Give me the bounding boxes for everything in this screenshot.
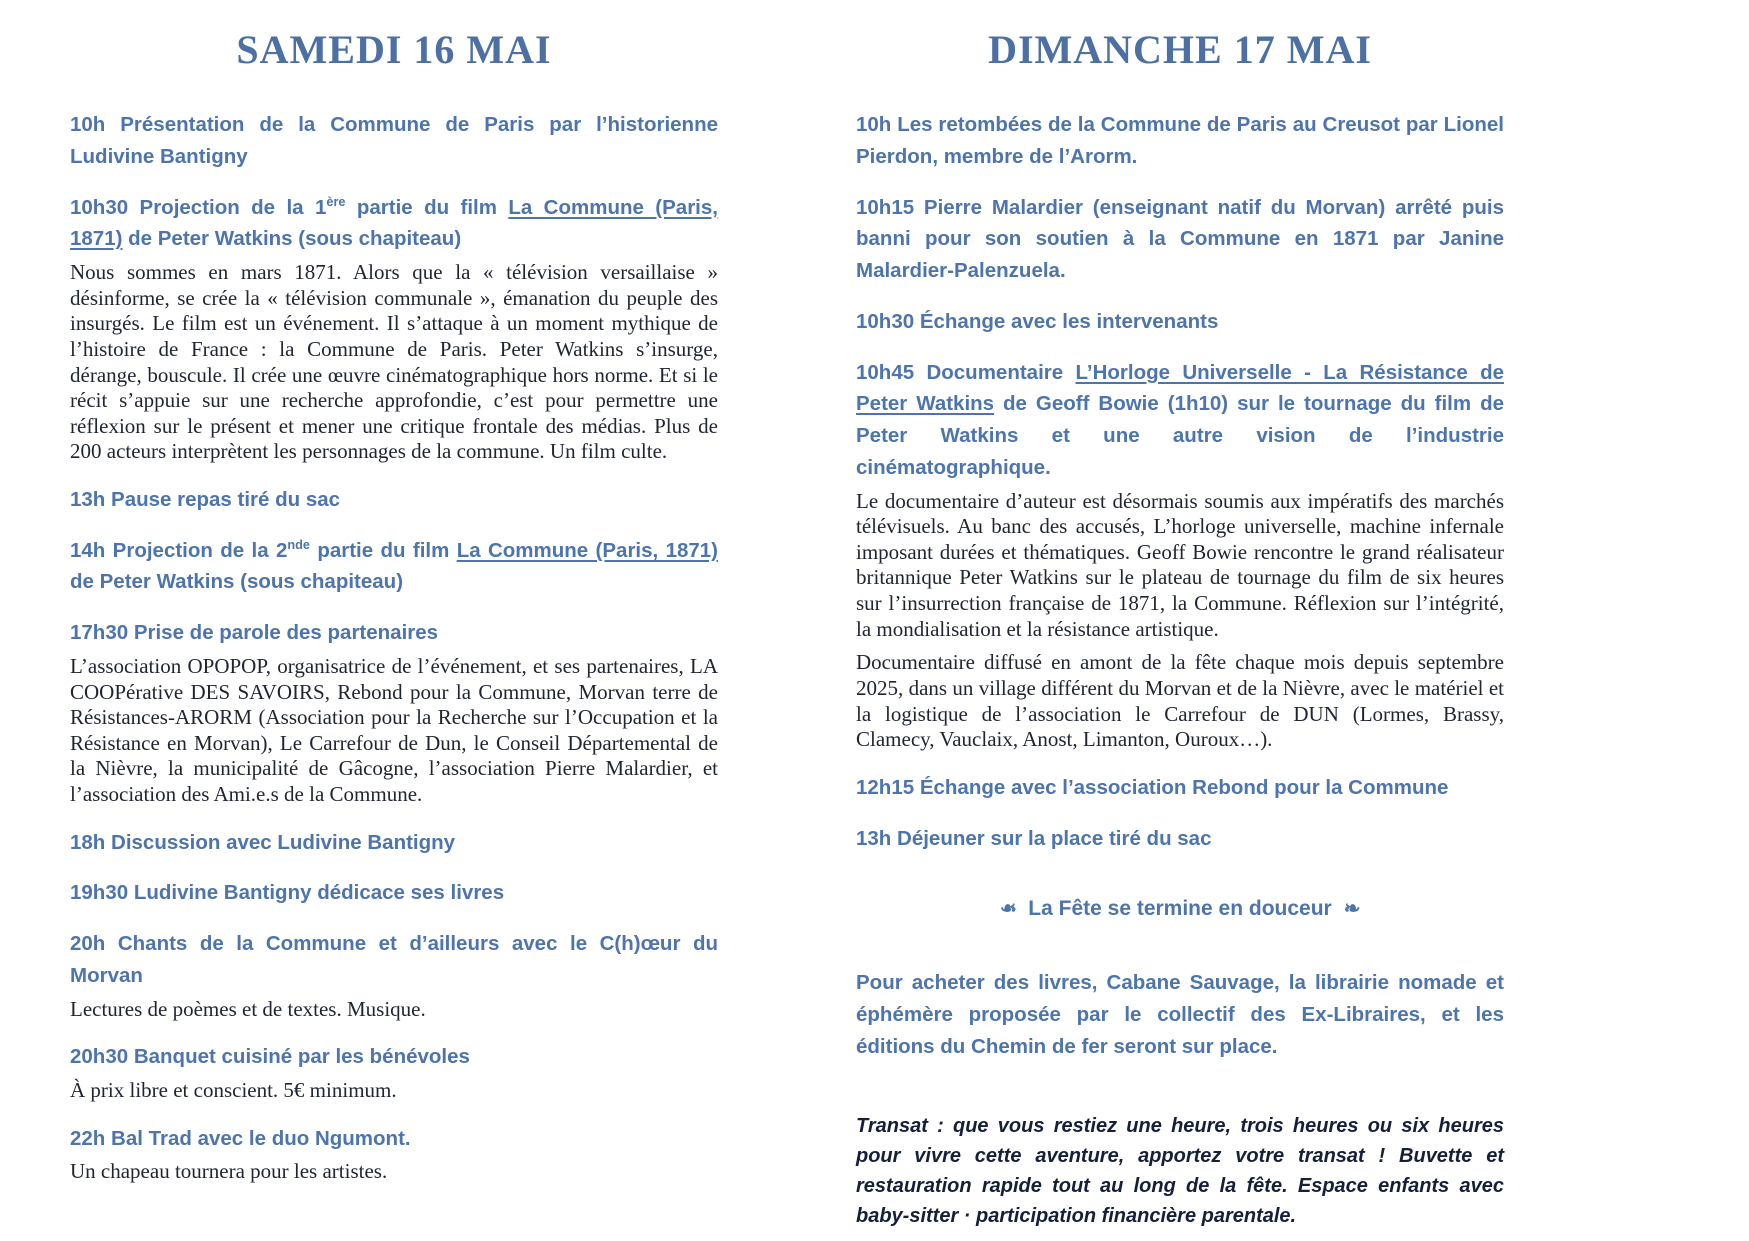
event-item-18h-discussion <box>70 827 718 859</box>
fleuron-icon: ❧ <box>1343 898 1361 921</box>
heading-text: de Peter Watkins (sous chapiteau) <box>122 227 462 251</box>
heading-text: partie du film <box>345 195 509 219</box>
heading-text: partie du film <box>309 538 457 562</box>
event-description: Le documentaire d’auteur est désormais soumis aux impératifs des marchés télévisuels. Au banc des accusés, L’horloge universelle, machine infernale imposant durées et thématiques. Geoff Bowie rencontre le grand réalisateur britannique Peter Watkins sur le plateau de tournage du film de six heures sur l’insurrection française de 1871, la Commune. Réflexion sur l’intégrité, la mondialisation et la résistance artistique. <box>856 488 1504 641</box>
event-heading: 18h Discussion avec Ludivine Bantigny <box>70 830 456 854</box>
sunday-column <box>856 26 1504 1231</box>
event-item-13h-dejeuner <box>856 823 1504 855</box>
event-description: Un chapeau tournera pour les artistes. <box>70 1159 388 1184</box>
event-item-17h30-prise-de-parole <box>70 617 718 807</box>
event-item-14h-projection-part2 <box>70 535 718 599</box>
heading-text: 14h Projection de la 2 <box>70 538 288 562</box>
event-description: L’association OPOPOP, organisatrice de l’événement, et ses partenaires, LA COOPérative DES SAVOIRS, Rebond pour la Commune, Morvan terre de Résistances-ARORM (Association pour la Recherche sur l’Occupation et la Résistance en Morvan), Le Carrefour de Dun, le Conseil Départemental de la Nièvre, la municipalité de Gâcogne, l’association Pierre Malardier, et l’association des Ami.e.s de la Commune. <box>70 654 718 807</box>
event-heading: 10h30 Échange avec les intervenants <box>856 309 1219 333</box>
event-description: Nous sommes en mars 1871. Alors que la « télévision versaillaise » désinforme, se crée la « télévision communale », émanation du peuple des insurgés. Le film est un événement. Il s’attaque à un moment mythique de l’histoire de France : la Commune de Paris. Peter Watkins s’insurge, dérange, bouscule. Il crée une œuvre cinématographique hors norme. Et si le récit s’appuie sur une recherche approfondie, c’est pour permettre une réflexion sur le présent et mener une critique frontale des médias. Plus de 200 acteurs interprètent les personnages de la commune. Un film culte. <box>70 260 718 464</box>
event-heading <box>856 357 1504 484</box>
event-heading: 20h Chants de la Commune et d’ailleurs avec le C(h)œur du Morvan <box>70 932 718 987</box>
closing-line <box>856 896 1504 921</box>
event-heading: 10h Les retombées de la Commune de Paris au Creusot par Lionel Pierdon, membre de l’Arorm. <box>856 113 1504 168</box>
event-heading: 13h Pause repas tiré du sac <box>70 487 341 511</box>
event-item-10h45-documentaire <box>856 357 1504 753</box>
day-title-sunday: DIMANCHE 17 MAI <box>988 27 1372 72</box>
closing-text: La Fête se termine en douceur <box>1028 897 1332 921</box>
heading-text: 10h30 Projection de la 1 <box>70 195 327 219</box>
event-item-13h-pause-repas <box>70 484 718 516</box>
film-title-underlined: La Commune (Paris, 1871) <box>456 538 719 562</box>
event-description: À prix libre et conscient. 5€ minimum. <box>70 1078 397 1103</box>
event-heading: 10h15 Pierre Malardier (enseignant natif du Morvan) arrêté puis banni pour son soutien à la Commune en 1871 par Janine Malardier-Palenzuela. <box>856 195 1504 283</box>
event-item-22h-bal-trad <box>70 1123 718 1185</box>
heading-text: de Geoff Bowie (1h10) sur le tournage du film de Peter Watkins et une autre vision de l’industrie cinématographique. <box>856 392 1504 479</box>
event-heading: 20h30 Banquet cuisiné par les bénévoles <box>70 1045 470 1069</box>
event-description: Documentaire diffusé en amont de la fête chaque mois depuis septembre 2025, dans un village différent du Morvan et de la Nièvre, avec le matériel et la logistique de l’association le Carrefour de DUN (Lormes, Brassy, Clamecy, Vauclaix, Anost, Limanton, Ouroux…). <box>856 650 1504 752</box>
event-heading <box>70 535 718 599</box>
event-item-20h-chants <box>70 928 718 1022</box>
ordinal-superscript: ère <box>326 193 346 209</box>
booksellers-paragraph: Pour acheter des livres, Cabane Sauvage, la librairie nomade et éphémère proposée par le collectif des Ex-Libraires, et les éditions du Chemin de fer seront sur place. <box>856 971 1504 1058</box>
event-item-10h-presentation <box>70 109 718 173</box>
event-heading: 17h30 Prise de parole des partenaires <box>70 621 439 645</box>
ordinal-superscript: nde <box>287 536 310 552</box>
event-item-10h-retombees <box>856 109 1504 173</box>
event-description: Lectures de poèmes et de textes. Musique. <box>70 996 426 1021</box>
event-item-20h30-banquet <box>70 1041 718 1103</box>
event-heading: 12h15 Échange avec l’association Rebond pour la Commune <box>856 775 1449 799</box>
practical-info-paragraph: Transat : que vous restiez une heure, trois heures ou six heures pour vivre cette aventure, apportez votre transat ! Buvette et restauration rapide tout au long de la fête. Espace enfants avec baby-sitter · participation financière parentale. <box>856 1114 1504 1227</box>
event-item-12h15-echange-rebond <box>856 772 1504 804</box>
event-item-19h30-dedicace <box>70 877 718 909</box>
heading-text: de Peter Watkins (sous chapiteau) <box>70 570 404 594</box>
event-item-10h30-echange <box>856 306 1504 338</box>
day-title-saturday: SAMEDI 16 MAI <box>236 27 552 72</box>
film-title-underlined: La Commune (Paris, 1871) <box>70 195 718 251</box>
event-heading: 19h30 Ludivine Bantigny dédicace ses livres <box>70 881 505 905</box>
saturday-column <box>70 26 718 1204</box>
heading-text: 10h45 Documentaire <box>856 360 1076 384</box>
event-item-10h15-pierre-malardier <box>856 192 1504 287</box>
documentary-title-underlined: L’Horloge Universelle - La Résistance de Peter Watkins <box>856 360 1504 416</box>
event-heading: 13h Déjeuner sur la place tiré du sac <box>856 826 1212 850</box>
event-heading <box>70 192 718 256</box>
event-heading: 22h Bal Trad avec le duo Ngumont. <box>70 1126 411 1150</box>
fleuron-icon: ❧ <box>999 898 1017 921</box>
event-heading: 10h Présentation de la Commune de Paris par l’historienne Ludivine Bantigny <box>70 113 718 168</box>
event-item-10h30-projection-part1 <box>70 192 718 465</box>
